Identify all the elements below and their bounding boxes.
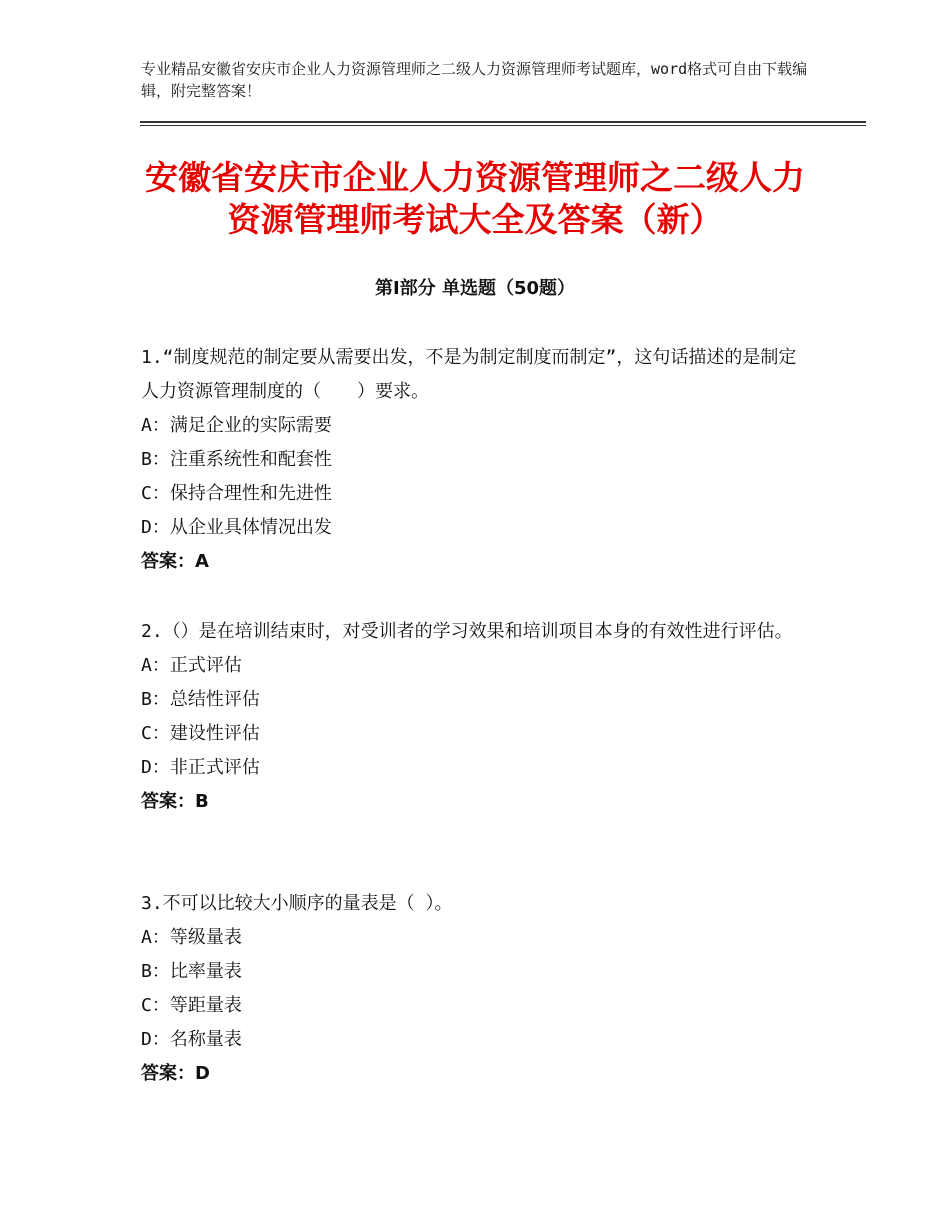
option-c: C：建设性评估 xyxy=(141,723,260,744)
option-c: C：等距量表 xyxy=(141,995,242,1016)
section-title: 第Ⅰ部分 单选题（50题） xyxy=(374,278,575,299)
document-title: 安徽省安庆市企业人力资源管理师之二级人力资源管理师考试大全及答案（新） xyxy=(145,158,805,239)
option-b: B：注重系统性和配套性 xyxy=(141,449,332,470)
answer-line: 答案：D xyxy=(141,1063,210,1084)
question-stem: 3.不可以比较大小顺序的量表是（ ）。 xyxy=(141,893,453,914)
option-a: A：满足企业的实际需要 xyxy=(141,415,332,436)
option-d: D：非正式评估 xyxy=(141,757,260,778)
header-divider-thin xyxy=(140,125,866,126)
question-1 xyxy=(141,341,806,579)
option-c: C：保持合理性和先进性 xyxy=(141,483,332,504)
answer-line: 答案：B xyxy=(141,791,209,812)
question-stem: 1.“制度规范的制定要从需要出发，不是为制定制度而制定”，这句话描述的是制定人力资源管理制度的（ ）要求。 xyxy=(141,347,797,402)
question-3 xyxy=(141,887,806,1091)
option-a: A：正式评估 xyxy=(141,655,242,676)
option-b: B：比率量表 xyxy=(141,961,242,982)
option-d: D：从企业具体情况出发 xyxy=(141,517,332,538)
header-note: 专业精品安徽省安庆市企业人力资源管理师之二级人力资源管理师考试题库，word格式可自由下载编辑，附完整答案！ xyxy=(141,60,808,100)
question-2 xyxy=(141,615,806,819)
question-stem: 2.（）是在培训结束时，对受训者的学习效果和培训项目本身的有效性进行评估。 xyxy=(141,621,793,642)
option-b: B：总结性评估 xyxy=(141,689,260,710)
option-d: D：名称量表 xyxy=(141,1029,242,1050)
answer-line: 答案：A xyxy=(141,551,209,572)
header-divider-thick xyxy=(140,121,866,123)
option-a: A：等级量表 xyxy=(141,927,242,948)
